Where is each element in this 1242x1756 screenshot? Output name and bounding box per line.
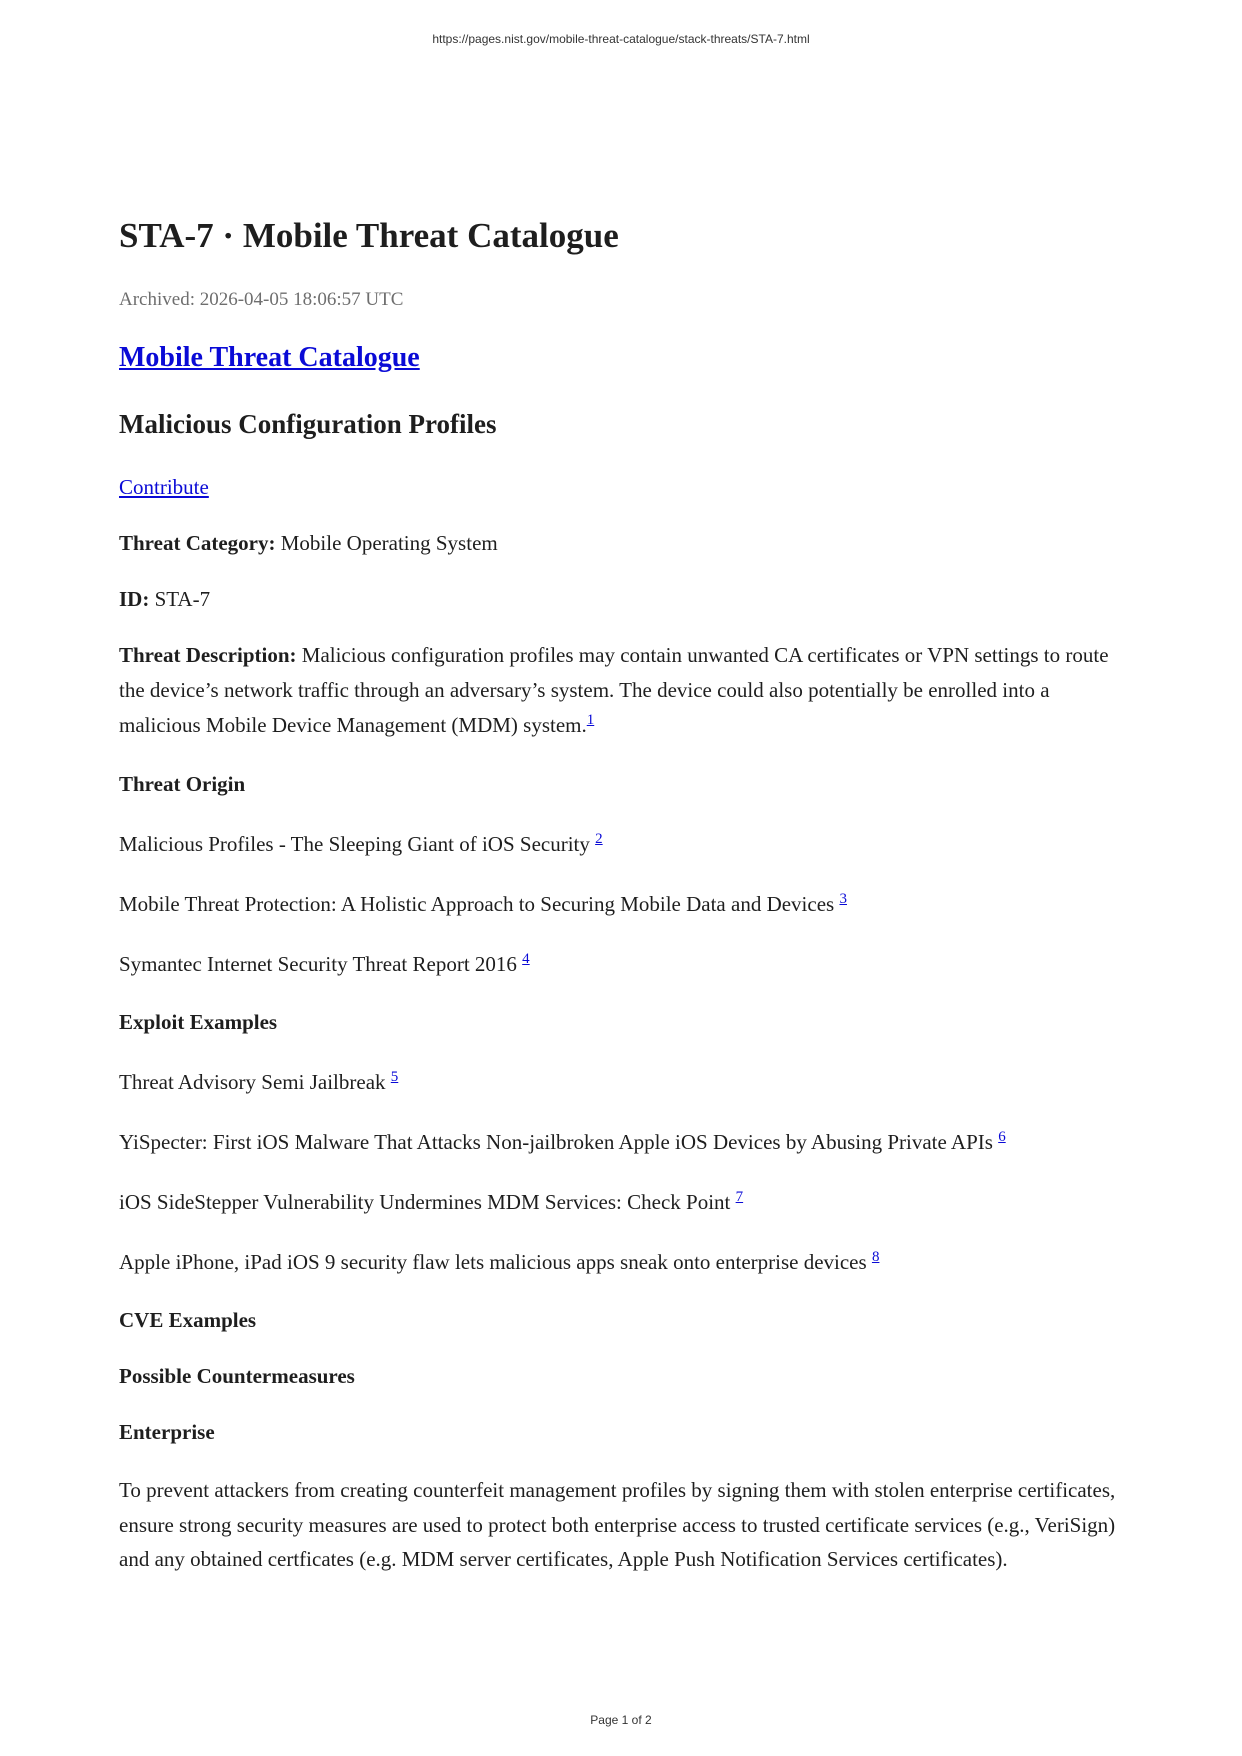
threat-origin-text: Symantec Internet Security Threat Report 2016 [119,952,517,976]
exploit-example-text: YiSpecter: First iOS Malware That Attacks Non-jailbroken Apple iOS Devices by Abusing Private APIs [119,1130,993,1154]
document-content [119,208,1129,1577]
threat-id-value: STA-7 [154,587,211,611]
threat-title: Malicious Configuration Profiles [119,409,497,439]
threat-category [119,526,1129,560]
footnote-ref-2[interactable]: 2 [595,831,603,847]
footnote-ref-1[interactable]: 1 [586,712,595,728]
exploit-example-text: Apple iPhone, iPad iOS 9 security flaw lets malicious apps sneak onto enterprise devices [119,1250,867,1274]
exploit-example-text: iOS SideStepper Vulnerability Undermines MDM Services: Check Point [119,1190,731,1214]
footnote-ref-7[interactable]: 7 [735,1189,744,1205]
footnote-ref-8[interactable]: 8 [871,1249,880,1265]
threat-description [119,638,1129,743]
archived-timestamp: Archived: 2026-04-05 18:06:57 UTC [119,289,404,310]
footnote-ref-6[interactable]: 6 [998,1129,1006,1145]
threat-origin-item [119,887,1129,921]
enterprise-heading: Enterprise [119,1420,215,1444]
threat-origin-text: Mobile Threat Protection: A Holistic Approach to Securing Mobile Data and Devices [119,892,835,916]
contribute-link[interactable]: Contribute [119,475,209,499]
threat-description-label: Threat Description: [119,643,297,667]
footnote-ref-4[interactable]: 4 [522,951,530,967]
exploit-example-text: Threat Advisory Semi Jailbreak [119,1070,386,1094]
threat-id-label: ID: [119,587,150,611]
threat-origin-heading: Threat Origin [119,772,246,796]
exploit-example-item [119,1125,1129,1159]
exploit-example-item [119,1185,1129,1219]
footnote-ref-3[interactable]: 3 [839,891,847,907]
countermeasures-heading: Possible Countermeasures [119,1364,355,1388]
footnote-ref-5[interactable]: 5 [390,1069,399,1085]
threat-category-label: Threat Category: [119,531,276,555]
page-number: Page 1 of 2 [590,1713,652,1727]
threat-origin-item [119,827,1129,861]
enterprise-countermeasure-text: To prevent attackers from creating counterfeit management profiles by signing them with stolen enterprise certificates, ensure strong security measures are used to protect both enterprise access to trusted certificate services (e.g., VeriSign) and any obtained certficates (e.g. MDM server certificates, Apple Push Notification Services certificates). [119,1478,1116,1571]
threat-description-text: Malicious configuration profiles may contain unwanted CA certificates or VPN settings to route the device’s network traffic through an adversary’s system. The device could also potentially be enrolled into a malicious Mobile Device Management (MDM) system. [119,643,1109,737]
threat-id [119,582,1129,616]
page-title: STA-7 · Mobile Threat Catalogue [119,216,619,255]
threat-origin-text: Malicious Profiles - The Sleeping Giant of iOS Security [119,832,590,856]
threat-origin-item [119,947,1129,981]
cve-examples-heading: CVE Examples [119,1308,257,1332]
exploit-example-item [119,1065,1129,1099]
page-url: https://pages.nist.gov/mobile-threat-catalogue/stack-threats/STA-7.html [432,32,810,46]
exploit-examples-heading: Exploit Examples [119,1010,278,1034]
threat-category-value: Mobile Operating System [280,531,498,555]
exploit-example-item [119,1245,1129,1279]
mobile-threat-catalogue-link[interactable]: Mobile Threat Catalogue [119,342,420,373]
